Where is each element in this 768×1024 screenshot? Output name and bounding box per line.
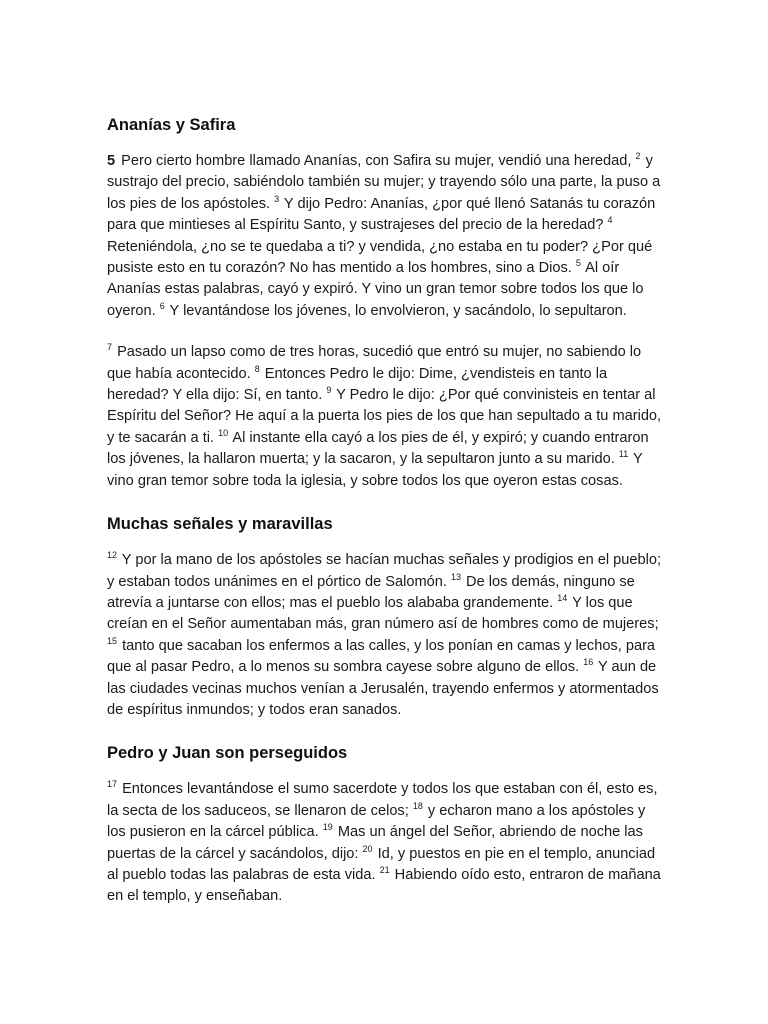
verse-text: Pasado un lapso como de tres horas, sucedió que entró su mujer, no sabiendo lo que había acontecido. [107, 344, 642, 382]
verse-text: Mas un ángel del Señor, abriendo de noche las puertas de la cárcel y sacándolos, dijo: [107, 824, 643, 862]
verse-number: 18 [412, 800, 423, 811]
section-heading: Pedro y Juan son perseguidos [107, 744, 348, 763]
verse-text: Reteniéndola, ¿no se te quedaba a ti? y vendida, ¿no estaba en tu poder? ¿Por qué pusiste esto en tu corazón? No has mentido a los hombres, sino a Dios. [107, 238, 653, 277]
section-heading: Ananías y Safira [107, 116, 236, 134]
verse-number: 15 [107, 635, 118, 646]
verse-number: 17 [107, 779, 118, 790]
verse-text: De los demás, ninguno se atrevía a juntarse con ellos; mas el pueblo los alababa grandemente. [107, 573, 635, 611]
verse-text: Al oír Ananías estas palabras, cayó y expiró. Y vino un gran temor sobre todos los que lo oyeron. [107, 260, 644, 319]
verse-number: 9 [326, 385, 332, 396]
verse-number: 10 [218, 427, 229, 438]
section-pedro-y-juan [107, 741, 667, 907]
verse-number: 12 [107, 550, 118, 561]
verse-number: 20 [362, 843, 373, 854]
verse-number: 7 [107, 342, 113, 353]
verse-number: 11 [618, 449, 629, 460]
verse-text: Al instante ella cayó a los pies de él, y expiró; y cuando entraron los jóvenes, la hallaron muerta; y la sacaron, y la sepultaron junto a su marido. [107, 429, 649, 468]
section-muchas-senales [107, 512, 667, 721]
verse-text: Y levantándose los jóvenes, lo envolvieron, y sacándolo, lo sepultaron. [165, 302, 627, 319]
verse-text: Y aun de las ciudades vecinas muchos venían a Jerusalén, trayendo enfermos y atormentados de espíritus inmundos; y todos eran sanados. [107, 659, 659, 718]
verse-text: tanto que sacaban los enfermos a las calles, y los ponían en camas y lechos, para que al pasar Pedro, a lo menos su sombra cayese sobre alguno de ellos. [107, 637, 656, 676]
verse-number: 6 [159, 300, 165, 311]
verse-text: Habiendo oído esto, entraron de mañana en el templo, y enseñaban. [107, 866, 661, 905]
verse-number: 3 [274, 193, 280, 204]
section-ananias-y-safira [107, 113, 667, 492]
verse-number: 5 [575, 258, 581, 269]
verse-text: y sustrajo del precio, sabiéndolo también su mujer; y trayendo sólo una parte, la puso a los pies de los apóstoles. [107, 153, 661, 212]
verse-text: Pero cierto hombre llamado Ananías, con Safira su mujer, vendió una heredad, [117, 153, 636, 169]
verse-number: 2 [635, 151, 641, 161]
verse-text: Y Pedro le dijo: ¿Por qué convinisteis en tentar al Espíritu del Señor? He aquí a la puerta los pies de los que han sepultado a tu marido, y te sacarán a ti. [107, 387, 662, 446]
verse-text: Id, y puestos en pie en el templo, anunciad al pueblo todas las palabras de esta vida. [107, 845, 656, 883]
verse-number: 4 [607, 215, 613, 226]
verse-number: 19 [322, 822, 333, 833]
verse-number: 21 [379, 864, 390, 875]
section-heading: Muchas señales y maravillas [107, 515, 333, 534]
scripture-paragraph [107, 342, 667, 492]
scripture-paragraph [107, 779, 667, 907]
document-page [107, 113, 667, 928]
verse-number: 16 [583, 657, 594, 668]
verse-text: Y dijo Pedro: Ananías, ¿por qué llenó Satanás tu corazón para que mintieses al Espíritu Santo, y sustrajeses del precio de la heredad? [107, 195, 656, 234]
verse-number: 14 [557, 592, 568, 603]
verse-text: Y los que creían en el Señor aumentaban más, gran número así de hombres como de mujeres; [107, 594, 659, 633]
verse-text: Entonces Pedro le dijo: Dime, ¿vendisteis en tanto la heredad? Y ella dijo: Sí, en tanto. [107, 365, 608, 404]
scripture-paragraph [107, 151, 667, 322]
verse-number: 8 [254, 363, 260, 374]
chapter-number: 5 [107, 153, 116, 169]
scripture-paragraph [107, 550, 667, 721]
verse-text: Y por la mano de los apóstoles se hacían muchas señales y prodigios en el pueblo; y estaban todos unánimes en el pórtico de Salomón. [107, 552, 662, 590]
verse-text: Y vino gran temor sobre toda la iglesia, y sobre todos los que oyeron estas cosas. [107, 451, 643, 489]
verse-number: 13 [450, 571, 461, 582]
verse-text: y echaron mano a los apóstoles y los pusieron en la cárcel pública. [107, 802, 646, 841]
verse-text: Entonces levantándose el sumo sacerdote y todos los que estaban con él, esto es, la secta de los saduceos, se llenaron de celos; [107, 781, 658, 819]
